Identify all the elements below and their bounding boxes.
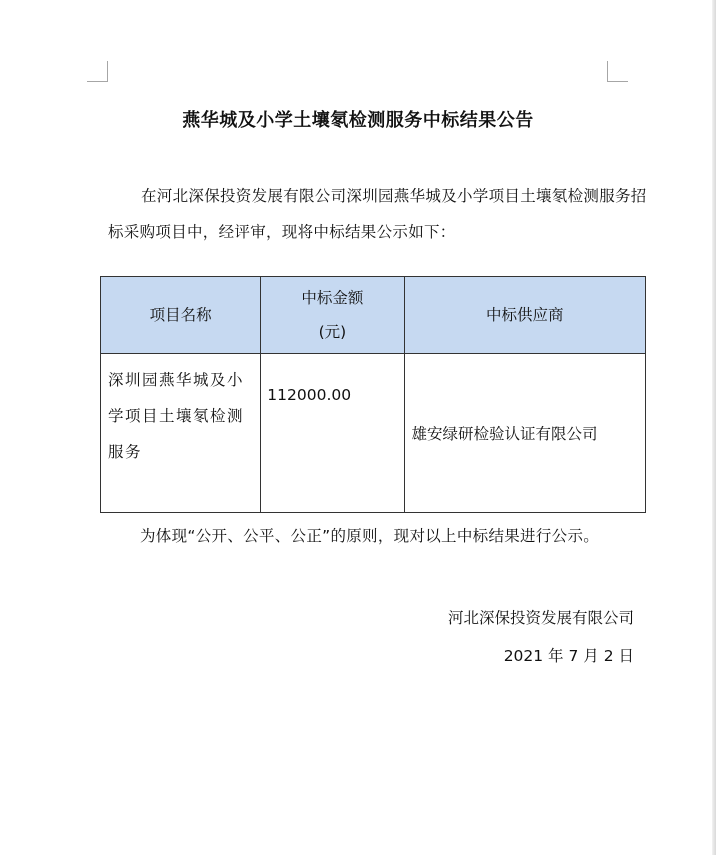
signature-block xyxy=(448,599,634,675)
cell-supplier: 雄安绿研检验认证有限公司 xyxy=(404,354,645,513)
table-row xyxy=(101,354,646,513)
header-amount-unit: (元) xyxy=(318,323,347,341)
bid-result-table xyxy=(100,276,646,513)
signature-date: 2021 年 7 月 2 日 xyxy=(503,647,634,665)
header-amount-label: 中标金额 xyxy=(301,289,364,307)
header-supplier: 中标供应商 xyxy=(404,277,645,354)
header-project-name: 项目名称 xyxy=(101,277,261,354)
intro-paragraph: 在河北深保投资发展有限公司深圳园燕华城及小学项目土壤氡检测服务招标采购项目中，经评审，现将中标结果公示如下： xyxy=(108,187,647,241)
top-left-margin-mark xyxy=(87,61,108,82)
document-title: 燕华城及小学土壤氡检测服务中标结果公告 xyxy=(182,110,534,131)
top-right-margin-mark xyxy=(607,61,628,82)
signature-company: 河北深保投资发展有限公司 xyxy=(447,609,634,627)
cell-amount: 112000.00 xyxy=(261,354,404,513)
cell-project-name: 深圳园燕华城及小学项目土壤氡检测服务 xyxy=(101,354,261,513)
table-header-row xyxy=(101,277,646,354)
closing-paragraph: 为体现“公开、公平、公正”的原则，现对以上中标结果进行公示。 xyxy=(140,527,600,545)
header-amount xyxy=(261,277,404,354)
